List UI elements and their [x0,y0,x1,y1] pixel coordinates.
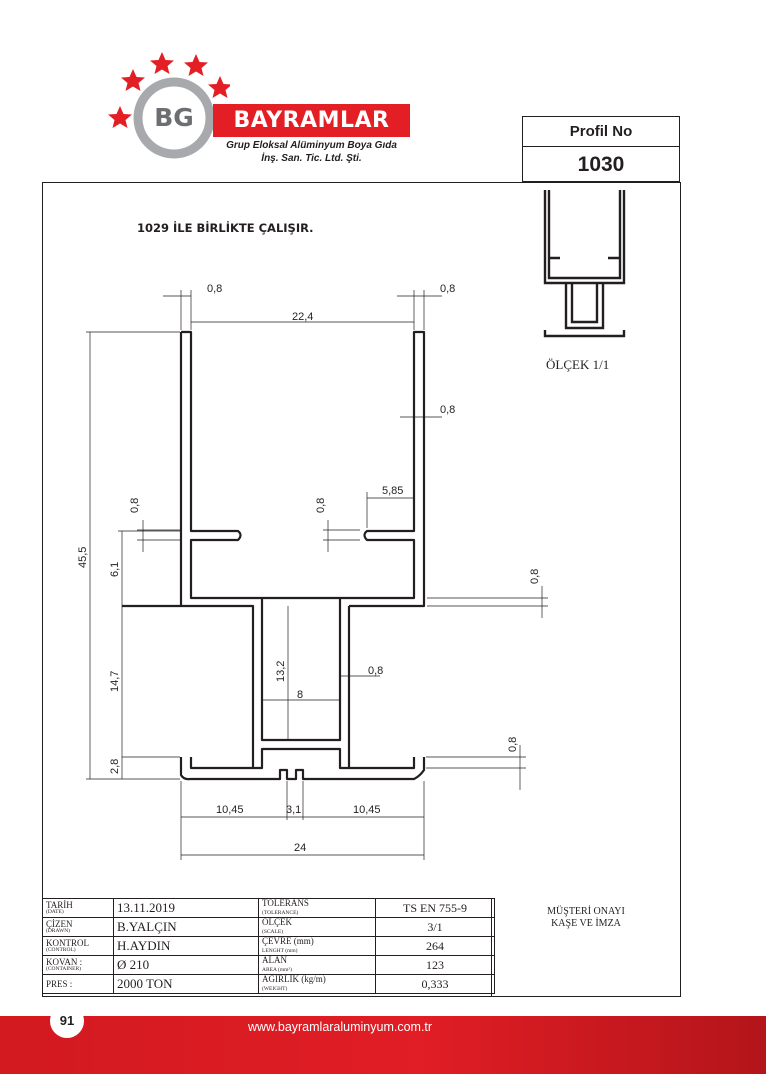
label-tolerance-en: (TOLERANCE) [262,910,299,916]
dim-lower-height: 14,7 [109,670,121,692]
dim-inner-width: 22,4 [292,311,314,323]
label-drawn: ÇİZEN [46,919,73,929]
label-area: ALAN [262,955,287,965]
value-length: 264 [376,937,495,956]
dim-right-wall: 0,8 [440,404,456,416]
label-length-en: LENGHT (mm) [262,948,298,954]
table-row [43,937,495,956]
brand-subtitle-2: İnş. San. Tic. Ltd. Şti. [261,153,362,164]
dim-left-fin: 0,8 [129,497,141,513]
label-container-en: (CONTAINER) [46,966,81,972]
dim-mid-fin: 0,8 [315,497,327,513]
table-row [43,975,495,994]
value-scale: 3/1 [376,918,495,937]
value-container: Ø 210 [114,956,259,975]
dim-right-fin-length: 5,85 [382,485,404,497]
customer-approval-title: MÜŞTERİ ONAYI [547,906,625,917]
dim-bottom-lip: 0,8 [507,736,519,752]
page-number: 91 [50,1004,84,1038]
value-date: 13.11.2019 [114,899,259,918]
label-date-en: (DATE) [46,909,64,915]
value-weight: 0,333 [376,975,495,994]
customer-approval [491,898,681,997]
label-weight-en: (WEIGHT) [262,986,288,992]
label-control: KONTROL [46,938,89,948]
customer-approval-subtitle: KAŞE VE İMZA [551,918,621,929]
table-row [43,956,495,975]
dim-left-foot: 10,45 [216,804,244,816]
brand-subtitle-1: Grup Eloksal Alüminyum Boya Gıda [226,140,397,151]
scale-preview [545,190,624,336]
label-tolerance: TOLERANS [262,898,309,908]
profile-section [122,332,424,779]
dimension-lines [86,290,548,860]
value-drawn: B.YALÇIN [114,918,259,937]
value-tolerance: TS EN 755-9 [376,899,495,918]
info-table [42,898,495,994]
label-length: ÇEVRE (mm) [262,936,314,946]
scale-label: ÖLÇEK 1/1 [546,357,610,372]
dim-total-height: 45,5 [77,546,89,568]
label-area-en: AREA (mm²) [262,967,292,973]
profile-label: Profil No [523,117,679,147]
drawing-note: 1029 İLE BİRLİKTE ÇALIŞIR. [137,221,314,235]
website-link[interactable]: www.bayramlaraluminyum.com.tr [248,1020,433,1034]
dim-center-gap: 3,1 [286,804,302,816]
label-control-en: (CONTROL) [46,947,76,953]
dim-total-width: 24 [294,842,307,854]
dim-base-thickness: 0,8 [529,568,541,584]
table-row [43,918,495,937]
value-press: 2000 TON [114,975,259,994]
value-control: H.AYDIN [114,937,259,956]
dim-slot-wall: 0,8 [368,665,384,677]
label-scale-en: (SCALE) [262,929,284,935]
label-scale: ÖLÇEK [262,917,292,927]
dim-slot-height: 13,2 [275,660,287,682]
dim-fin-gap: 6,1 [109,561,121,577]
dim-top-left-wall: 0,8 [207,283,223,295]
dim-foot-height: 2,8 [109,758,121,774]
profile-number: 1030 [577,153,625,176]
logo-letters: BG [154,103,194,132]
label-date: TARİH [46,900,73,910]
label-container: KOVAN : [46,957,83,967]
label-drawn-en: (DRAWN) [46,928,70,934]
label-weight: AĞIRLIK (kg/m) [262,974,326,984]
label-press: PRES : [46,979,73,989]
brand-name: BAYRAMLAR [213,104,410,137]
dim-slot-width: 8 [297,689,304,701]
value-area: 123 [376,956,495,975]
table-row [43,899,495,918]
dim-top-right-wall: 0,8 [440,283,456,295]
dim-right-foot: 10,45 [353,804,381,816]
